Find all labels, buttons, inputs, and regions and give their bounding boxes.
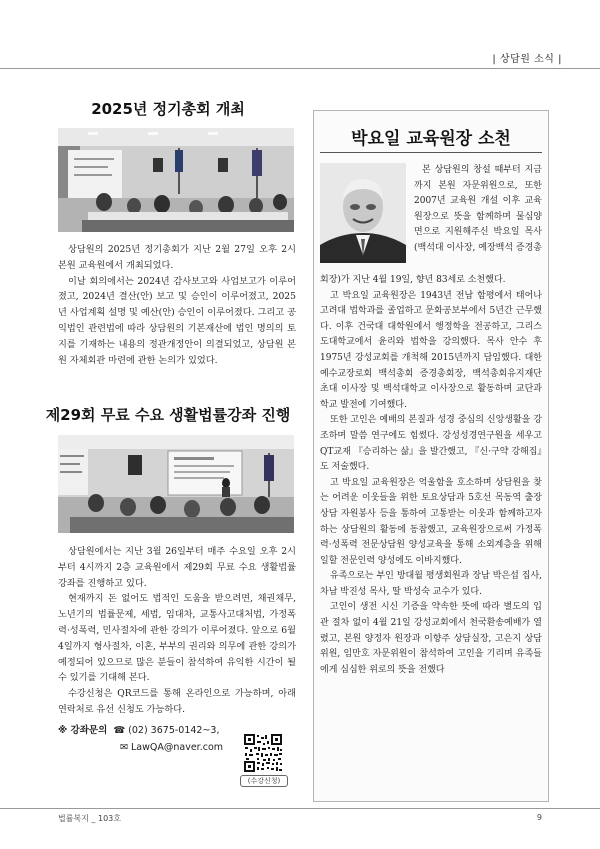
obituary-paragraph: 회장)가 지난 4월 19일, 향년 83세로 소천했다. — [320, 275, 506, 285]
contact-email[interactable]: LawQA@naver.com — [131, 742, 224, 753]
article2-paragraph: 상담원에서는 지난 3월 26일부터 매주 수요일 오후 2시부터 4시까지 2층 교육원에서 제29회 무료 수요 생활법률강좌를 진행하고 있다. — [58, 546, 296, 589]
qr-caption: (수강신청) — [240, 775, 288, 787]
obituary-title-rule — [320, 152, 542, 153]
obituary-paragraph: 고인이 생전 시신 기증을 약속한 뜻에 따라 별도의 입관 절차 없이 4월 21일 강성교회에서 천국환송예배가 열렸고, 본원 양정자 원장과 이향주 상담실장, 고은지 상담위원, 임만호 자문위원이 참석하여 고인을 기리며 유족들에게 심심한 위로의 뜻을 전했다 — [320, 602, 542, 675]
obituary-title: 박요일 교육원장 소천 — [351, 129, 511, 149]
general-meeting-photo — [58, 128, 294, 232]
footer-publication: 법률복지 _ 103호 — [58, 814, 121, 823]
contact-phone: ☎ (02) 3675-0142~3, — [113, 725, 220, 736]
obituary-intro-text: 본 상담원의 창설 때부터 지금까지 본원 자문위원으로, 또한 2007년 교육원 개설 이후 교육원장으로 뜻을 함께하며 물심양면으로 지원해주신 박요일 목사(백석대 이사장, 예장백석 증경총 — [414, 165, 542, 253]
obituary-paragraph: 고 박요일 교육원장은 1943년 전남 함평에서 태어나 고려대 법학과를 졸업하고 문화공보부에서 5년간 근무했다. 이후 건국대 대학원에서 행정학을 전공하고, 그리스도대학교에서 윤리와 법학을 강의했다. 목사 안수 후 1975년 강성교회를 개척해 2015년까지 담임했다. 대한예수교장로회 백석총회 증경총회장, 백석총회유지재단 초대 이사장 및 백석대학교 이사장으로 활동하며 교단과 학교 발전에 기여했다. — [320, 290, 542, 410]
article2-body — [58, 544, 296, 718]
obituary-paragraph: 또한 고인은 예배의 본질과 성경 중심의 신앙생활을 강조하며 말씀 연구에도 힘썼다. 강성성경연구원을 세우고 QT교재 『승리하는 삶』을 발간했고, 『신·구약 강해집』도 저술했다. — [320, 415, 542, 473]
page-number: 9 — [536, 813, 542, 822]
portrait-photo — [320, 163, 406, 263]
article1-paragraph: 이날 회의에서는 2024년 감사보고와 사업보고가 이루어졌고, 2024년 결산(안) 보고 및 승인이 이루어졌고, 2025년 사업계획 설명 및 예산(안) 승인이 이루어졌다. 그리고 공익법인 관련법에 따라 상담원의 기본재산에 법인 명의의 토지를 기재하는 내용의 정관개정안이 의결되었고, 상담원 본원 자체회관 마련에 관한 논의가 있었다. — [58, 275, 296, 366]
contact-label: ※ 강좌문의 — [58, 725, 108, 736]
obituary-paragraph: 고 박요일 교육원장은 억울함을 호소하며 상담원을 찾는 어려운 이웃들을 위한 토요상담과 5호선 목동역 출장상담 자원봉사 등을 통하여 고통받는 이웃과 함께하고자 하는 상담원의 활동에 동참했고, 교육원장으로써 가정폭력·성폭력 전문상담원 양성교육을 통해 소외계층을 위해 일할 전문인력 양성에도 이바지했다. — [320, 477, 542, 566]
article2-paragraph: 수강신청은 QR코드를 통해 온라인으로 가능하며, 아래 연락처로 유선 신청도 가능하다. — [58, 688, 296, 715]
email-icon: ✉ — [120, 742, 128, 753]
article2-paragraph: 현재까지 돈 없어도 법적인 도움을 받으려면, 채권채무, 노년기의 법률문제, 세법, 임대차, 교통사고대처법, 가정폭력·성폭력, 민사절차에 관한 강의가 이루어졌다. 앞으로 6월 4일까지 형사절차, 이혼, 부부의 권리와 의무에 관한 강의가 예정되어 있으므로 많은 분들이 참석하여 유익한 시간이 될 수 있기를 기대해 본다. — [58, 593, 296, 684]
article1-body — [58, 242, 296, 368]
article1-title: 2025년 정기총회 개최 — [91, 100, 245, 118]
obituary-intro — [414, 163, 542, 257]
article1-paragraph: 상담원의 2025년 정기총회가 지난 2월 27일 오후 2시 본원 교육원에서 개최되었다. — [58, 244, 296, 271]
lecture-contact — [58, 722, 223, 756]
obituary-paragraph: 유족으로는 부인 방대월 평생회원과 장남 박은섭 집사, 차남 박진성 목사, 딸 박성숙 교수가 있다. — [320, 571, 542, 597]
qr-code[interactable] — [243, 733, 283, 773]
section-tag: | 상담원 소식 | — [492, 54, 562, 65]
header-rule — [0, 68, 600, 69]
law-lecture-photo — [58, 435, 294, 533]
article2-title: 제29회 무료 수요 생활법률강좌 진행 — [45, 406, 291, 424]
obituary-body — [320, 273, 542, 678]
footer-rule — [0, 808, 600, 809]
